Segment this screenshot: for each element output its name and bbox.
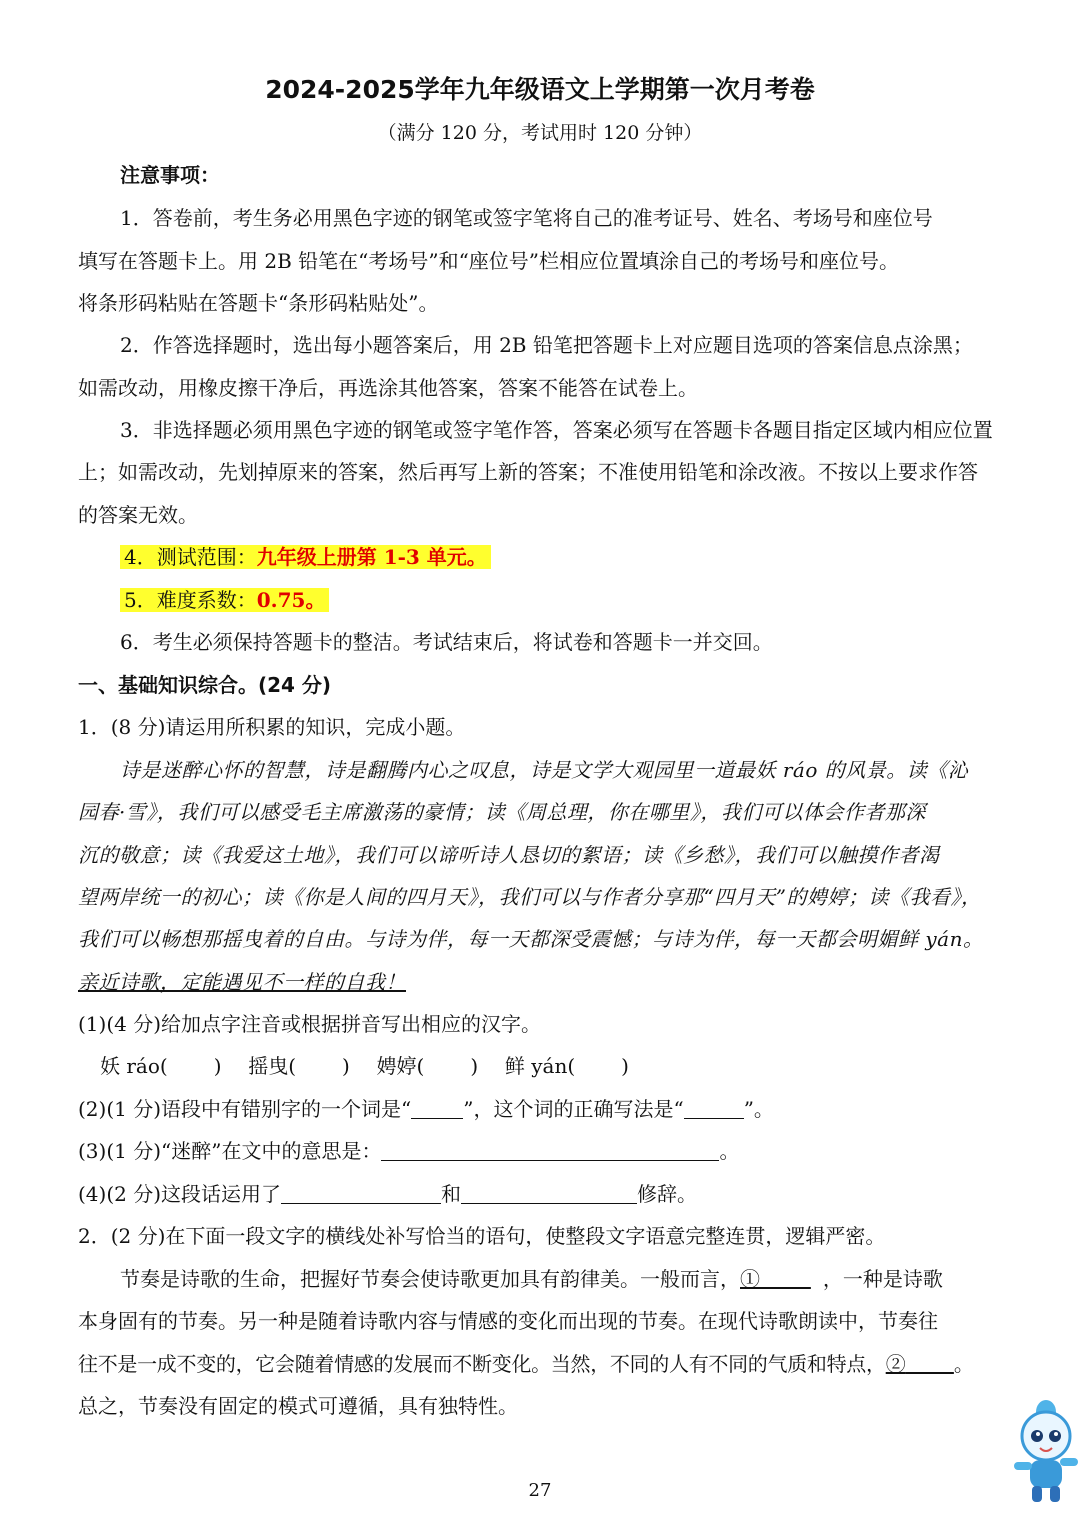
difficulty-value: 0.75。	[256, 588, 326, 612]
answer-blank[interactable]	[684, 1098, 744, 1119]
highlight-test-scope	[120, 545, 491, 569]
highlight-difficulty	[120, 588, 329, 612]
q2-line-3-text-b: 。	[953, 1352, 974, 1376]
question-2-stem: 2．(2 分)在下面一段文字的横线处补写恰当的语句，使整段文字语意完整连贯，逻辑严密。	[78, 1224, 886, 1248]
answer-blank[interactable]	[381, 1140, 719, 1161]
blank-marker-1: ①	[740, 1267, 760, 1291]
notice-item-1-line-1: 1．答卷前，考生务必用黑色字迹的钢笔或签字笔将自己的准考证号、姓名、考场号和座位号	[120, 206, 933, 230]
notice-item-1-line-2: 填写在答题卡上。用 2B 铅笔在“考场号”和“座位号”栏相应位置填涂自己的考场号和座位号。	[78, 249, 900, 273]
notice-item-5	[78, 585, 1002, 615]
question-1-sub-2	[78, 1094, 1002, 1124]
passage-line-2: 园春·雪》，我们可以感受毛主席激荡的豪情；读《周总理，你在哪里》，我们可以体会作者那深	[78, 800, 926, 824]
q2-passage-line-3	[78, 1349, 1002, 1379]
page-title: 2024-2025学年九年级语文上学期第一次月考卷	[265, 75, 815, 104]
passage-line-6	[78, 967, 1002, 997]
answer-blank-1[interactable]	[740, 1267, 811, 1291]
sub-2-text-b: ”，这个词的正确写法是“	[463, 1097, 684, 1121]
notice-item-2-line-1: 2．作答选择题时，选出每小题答案后，用 2B 铅笔把答题卡上对应题目选项的答案信息点涂黑；	[120, 333, 973, 357]
test-scope-value: 九年级上册第 1-3 单元。	[256, 545, 487, 569]
pinyin-item-2-close: )	[342, 1054, 350, 1078]
answer-blank-2[interactable]	[886, 1352, 954, 1376]
sub-3-text-a: (3)(1 分)“迷醉”在文中的意思是：	[78, 1139, 382, 1163]
passage-line-1: 诗是迷醉心怀的智慧，诗是翻腾内心之叹息，诗是文学大观园里一道最妖 ráo 的风景。读《沁	[120, 758, 969, 782]
question-1-sub-1: (1)(4 分)给加点字注音或根据拼音写出相应的汉字。	[78, 1012, 542, 1036]
pinyin-item-4-close: )	[621, 1054, 629, 1078]
answer-blank[interactable]	[461, 1183, 637, 1204]
difficulty-label: 5．难度系数：	[124, 588, 257, 612]
passage-line-4: 望两岸统一的初心；读《你是人间的四月天》，我们可以与作者分享那“四月天”的娉婷；读《我看》，	[78, 885, 982, 909]
pinyin-item-2-label: 摇曳(	[248, 1054, 297, 1078]
passage-line-5: 我们可以畅想那摇曳着的自由。与诗为伴，每一天都深受震憾；与诗为伴，每一天都会明媚鲜 yán。	[78, 927, 984, 951]
q2-passage-line-2: 本身固有的节奏。另一种是随着诗歌内容与情感的变化而出现的节奏。在现代诗歌朗读中，节奏往	[78, 1309, 938, 1333]
answer-blank[interactable]	[411, 1098, 463, 1119]
answer-blank[interactable]	[281, 1183, 441, 1204]
sub-3-text-b: 。	[719, 1139, 740, 1163]
q2-line-1-text-b: ，一种是诗歌	[822, 1267, 943, 1291]
test-scope-label: 4．测试范围：	[124, 545, 257, 569]
page-number: 27	[528, 1480, 552, 1501]
notice-item-3-line-2: 上；如需改动，先划掉原来的答案，然后再写上新的答案；不准使用铅笔和涂改液。不按以上要求作答	[78, 460, 978, 484]
q2-passage-line-1	[78, 1264, 1002, 1294]
pinyin-item-3-label: 娉婷(	[376, 1054, 425, 1078]
question-1-sub-3	[78, 1136, 1002, 1166]
sub-4-text-c: 修辞。	[637, 1182, 698, 1206]
question-1-stem: 1．(8 分)请运用所积累的知识，完成小题。	[78, 715, 466, 739]
pinyin-item-4-label: 鲜 yán(	[504, 1054, 576, 1078]
question-1-sub-4	[78, 1179, 1002, 1209]
sub-2-text-c: ”。	[743, 1097, 774, 1121]
pinyin-item-3-close: )	[470, 1054, 479, 1078]
notice-item-6: 6．考生必须保持答题卡的整洁。考试结束后，将试卷和答题卡一并交回。	[120, 630, 773, 654]
pinyin-items	[100, 1051, 1002, 1081]
notice-item-3-line-3: 的答案无效。	[78, 503, 198, 527]
notice-item-3-line-1: 3．非选择题必须用黑色字迹的钢笔或签字笔作答，答案必须写在答题卡各题目指定区域内相应位置	[120, 418, 993, 442]
sub-4-text-b: 和	[441, 1182, 462, 1206]
passage-line-3: 沉的敬意；读《我爱这土地》，我们可以谛听诗人恳切的絮语；读《乡愁》，我们可以触摸作者渴	[78, 843, 940, 867]
q2-line-3-text-a: 往不是一成不变的，它会随着情感的发展而不断变化。当然，不同的人有不同的气质和特点，	[78, 1352, 886, 1376]
passage-underlined-sentence: 亲近诗歌，定能遇见不一样的自我！	[78, 970, 406, 994]
sub-2-text-a: (2)(1 分)语段中有错别字的一个词是“	[78, 1097, 412, 1121]
notice-item-2-line-2: 如需改动，用橡皮擦干净后，再选涂其他答案，答案不能答在试卷上。	[78, 376, 698, 400]
pinyin-item-1-label: 妖 ráo(	[100, 1054, 168, 1078]
notice-item-1-line-3: 将条形码粘贴在答题卡“条形码粘贴处”。	[78, 291, 439, 315]
pinyin-item-1-close: )	[213, 1054, 222, 1078]
q2-line-1-text-a: 节奏是诗歌的生命，把握好节奏会使诗歌更加具有韵律美。一般而言，	[120, 1267, 740, 1291]
q2-passage-line-4: 总之，节奏没有固定的模式可遵循，具有独特性。	[78, 1394, 518, 1418]
notice-heading: 注意事项：	[120, 163, 220, 187]
sub-4-text-a: (4)(2 分)这段话运用了	[78, 1182, 282, 1206]
section-1-heading: 一、基础知识综合。(24 分)	[78, 673, 332, 697]
blank-marker-2: ②	[885, 1352, 906, 1376]
notice-item-4	[78, 542, 1002, 572]
exam-info: （满分 120 分，考试用时 120 分钟）	[377, 122, 703, 144]
